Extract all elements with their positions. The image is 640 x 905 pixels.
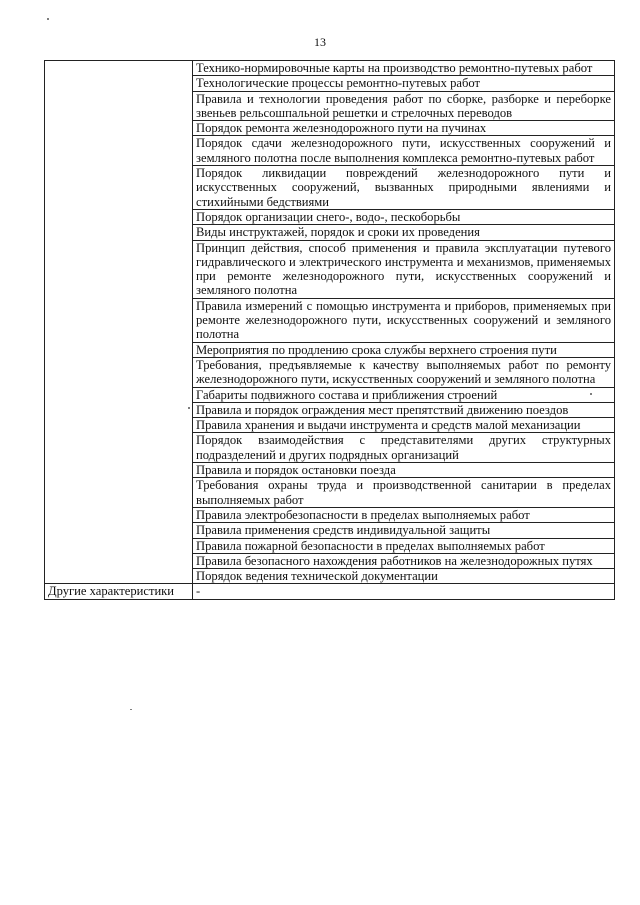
scan-speck (590, 393, 592, 395)
list-item: Правила измерений с помощью инструмента и приборов, применяемых при ремонте железнодорожного пути, искусственных сооружений и земляного полотна (193, 298, 615, 342)
list-item: Правила хранения и выдачи инструмента и средств малой механизации (193, 418, 615, 433)
table-row (45, 61, 615, 76)
list-item: Виды инструктажей, порядок и сроки их проведения (193, 225, 615, 240)
list-item: Правила электробезопасности в пределах выполняемых работ (193, 507, 615, 522)
scan-speck (188, 407, 190, 409)
list-item: Требования охраны труда и производственной санитарии в пределах выполняемых работ (193, 478, 615, 508)
list-item: Правила безопасного нахождения работников на железнодорожных путях (193, 553, 615, 568)
list-item: Порядок ликвидации повреждений железнодорожного пути и искусственных сооружений, вызванных природными явлениями и стихийными бедствиями (193, 166, 615, 210)
scan-speck (130, 709, 132, 710)
list-item: Порядок взаимодействия с представителями других структурных подразделений и других подрядных организаций (193, 433, 615, 463)
requirements-table (44, 60, 615, 600)
list-item: Порядок ремонта железнодорожного пути на пучинах (193, 121, 615, 136)
other-characteristics-value: - (193, 584, 615, 599)
list-item: Принцип действия, способ применения и правила эксплуатации путевого гидравлического и электрического инструмента и механизмов, применяемых при ремонте железнодорожного пути, искусственных сооружений и земляного полотна (193, 240, 615, 298)
list-item: Правила и порядок ограждения мест препятствий движению поездов (193, 402, 615, 417)
scan-speck (47, 18, 49, 20)
list-item: Порядок ведения технической документации (193, 569, 615, 584)
list-item: Порядок организации снего-, водо-, пескоборьбы (193, 209, 615, 224)
list-item: Правила пожарной безопасности в пределах выполняемых работ (193, 538, 615, 553)
list-item: Технологические процессы ремонтно-путевых работ (193, 76, 615, 91)
empty-left-cell (45, 61, 193, 584)
list-item: Мероприятия по продлению срока службы верхнего строения пути (193, 342, 615, 357)
list-item: Порядок сдачи железнодорожного пути, искусственных сооружений и земляного полотна после выполнения комплекса ремонтно-путевых работ (193, 136, 615, 166)
list-item: Габариты подвижного состава и приближения строений (193, 387, 615, 402)
other-characteristics-row (45, 584, 615, 599)
list-item: Правила применения средств индивидуальной защиты (193, 523, 615, 538)
other-characteristics-label: Другие характеристики (45, 584, 193, 599)
list-item: Правила и порядок остановки поезда (193, 463, 615, 478)
page-number: 13 (314, 35, 326, 49)
list-item: Технико-нормировочные карты на производство ремонтно-путевых работ (193, 61, 615, 76)
list-item: Правила и технологии проведения работ по сборке, разборке и переборке звеньев рельсошпальной решетки и стрелочных переводов (193, 91, 615, 121)
list-item: Требования, предъявляемые к качеству выполняемых работ по ремонту железнодорожного пути, искусственных сооружений и земляного полотна (193, 357, 615, 387)
